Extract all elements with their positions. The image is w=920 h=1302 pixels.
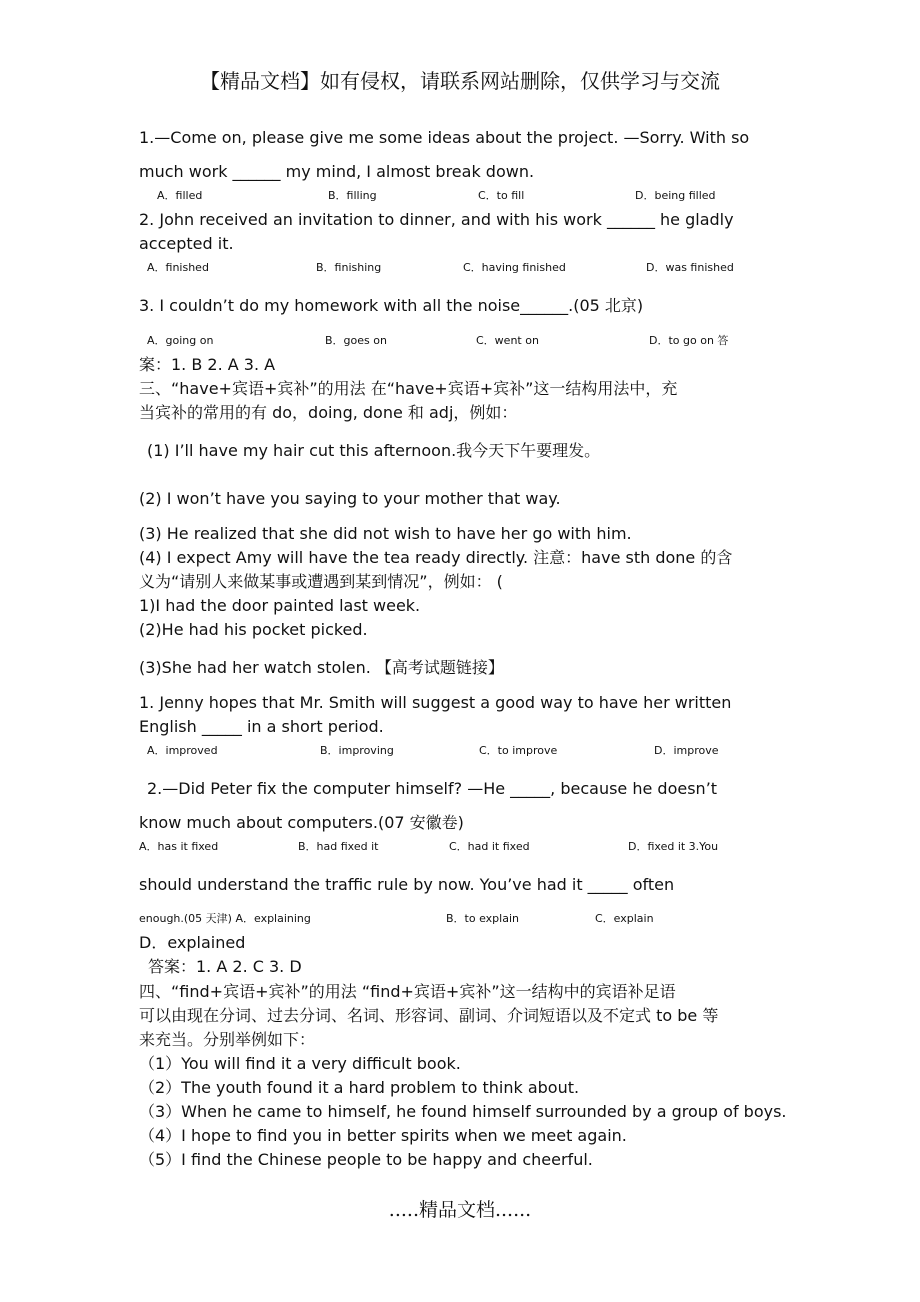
option-b: B．to explain — [446, 912, 519, 925]
option-b: B．finishing — [316, 261, 382, 274]
option-c: C．had it fixed — [449, 840, 530, 853]
example-3: (3) He realized that she did not wish to have her go with him. — [139, 524, 632, 543]
option-d: D．fixed it 3.You — [628, 840, 719, 853]
option-b: B．improving — [320, 744, 394, 757]
option-a: A．going on — [147, 334, 214, 347]
page-footer: .....精品文档...... — [388, 1199, 532, 1221]
find-example-4: （4）I hope to find you in better spirits when we meet again. — [139, 1126, 627, 1145]
answers-1: 案：1. B 2. A 3. A — [139, 355, 276, 374]
option-d: D．improve — [654, 744, 719, 757]
find-example-3: （3）When he came to himself, he found himself surrounded by a group of boys. — [139, 1102, 787, 1121]
note-example-1: 1)I had the door painted last week. — [139, 596, 421, 615]
gaokao-question-3-line-1: should understand the traffic rule by now. You’ve had it _____ often — [139, 875, 675, 894]
gaokao-question-1-line-1: 1. Jenny hopes that Mr. Smith will suggest a good way to have her written — [139, 693, 732, 712]
option-d: D．to go on 答 — [649, 334, 729, 347]
option-a: A．has it fixed — [139, 840, 219, 853]
section-4-text-1: 可以由现在分词、过去分词、名词、形容词、副词、介词短语以及不定式 to be 等 — [139, 1006, 719, 1025]
section-3-text: 当宾补的常用的有 do，doing, done 和 adj，例如： — [139, 403, 518, 422]
section-4-text-2: 来充当。分别举例如下： — [139, 1030, 316, 1049]
note-example-3: (3)She had her watch stolen. 【高考试题链接】 — [139, 658, 504, 677]
option-c: C．went on — [476, 334, 539, 347]
answers-2: 答案：1. A 2. C 3. D — [148, 957, 302, 976]
option-c: C．to fill — [478, 189, 525, 202]
question-1-line-1: 1.—Come on, please give me some ideas about the project. —Sorry. With so — [139, 128, 750, 147]
option-a: A．finished — [147, 261, 209, 274]
section-4-title: 四、“find+宾语+宾补”的用法 “find+宾语+宾补”这一结构中的宾语补足语 — [139, 982, 676, 1001]
option-a: A．filled — [157, 189, 203, 202]
question-3-line-1: 3. I couldn’t do my homework with all the noise______.(05 北京) — [139, 296, 644, 315]
find-example-5: （5）I find the Chinese people to be happy and cheerful. — [139, 1150, 593, 1169]
example-4: (4) I expect Amy will have the tea ready directly. 注意：have sth done 的含 — [139, 548, 733, 567]
option-c: C．explain — [595, 912, 654, 925]
option-b: B．goes on — [325, 334, 387, 347]
note-example-2: (2)He had his pocket picked. — [139, 620, 368, 639]
gaokao-question-3-option-d: D．explained — [139, 933, 246, 952]
option-a: enough.(05 天津) A．explaining — [139, 912, 311, 925]
gaokao-question-1-line-2: English _____ in a short period. — [139, 717, 384, 736]
option-b: B．had fixed it — [298, 840, 379, 853]
example-2: (2) I won’t have you saying to your mother that way. — [139, 489, 561, 508]
question-1-line-2: much work ______ my mind, I almost break down. — [139, 162, 535, 181]
question-2-line-1: 2. John received an invitation to dinner, and with his work ______ he gladly — [139, 210, 734, 229]
gaokao-question-2-line-1: 2.—Did Peter fix the computer himself? —He _____, because he doesn’t — [147, 779, 718, 798]
example-1: (1) I’ll have my hair cut this afternoon.我今天下午要理发。 — [147, 441, 601, 460]
option-d: D．was finished — [646, 261, 734, 274]
option-a: A．improved — [147, 744, 218, 757]
option-d: D．being filled — [635, 189, 716, 202]
note-text: 义为“请别人来做某事或遭遇到某到情况”，例如： ( — [139, 572, 503, 591]
option-c: C．having finished — [463, 261, 566, 274]
find-example-1: （1）You will find it a very difficult book. — [139, 1054, 461, 1073]
question-2-line-2: accepted it. — [139, 234, 234, 253]
gaokao-question-2-line-2: know much about computers.(07 安徽卷) — [139, 813, 464, 832]
option-b: B．filling — [328, 189, 377, 202]
find-example-2: （2）The youth found it a hard problem to think about. — [139, 1078, 580, 1097]
page-header: 【精品文档】如有侵权，请联系网站删除，仅供学习与交流 — [200, 69, 720, 93]
option-c: C．to improve — [479, 744, 558, 757]
section-3-title: 三、“have+宾语+宾补”的用法 在“have+宾语+宾补”这一结构用法中，充 — [139, 379, 678, 398]
